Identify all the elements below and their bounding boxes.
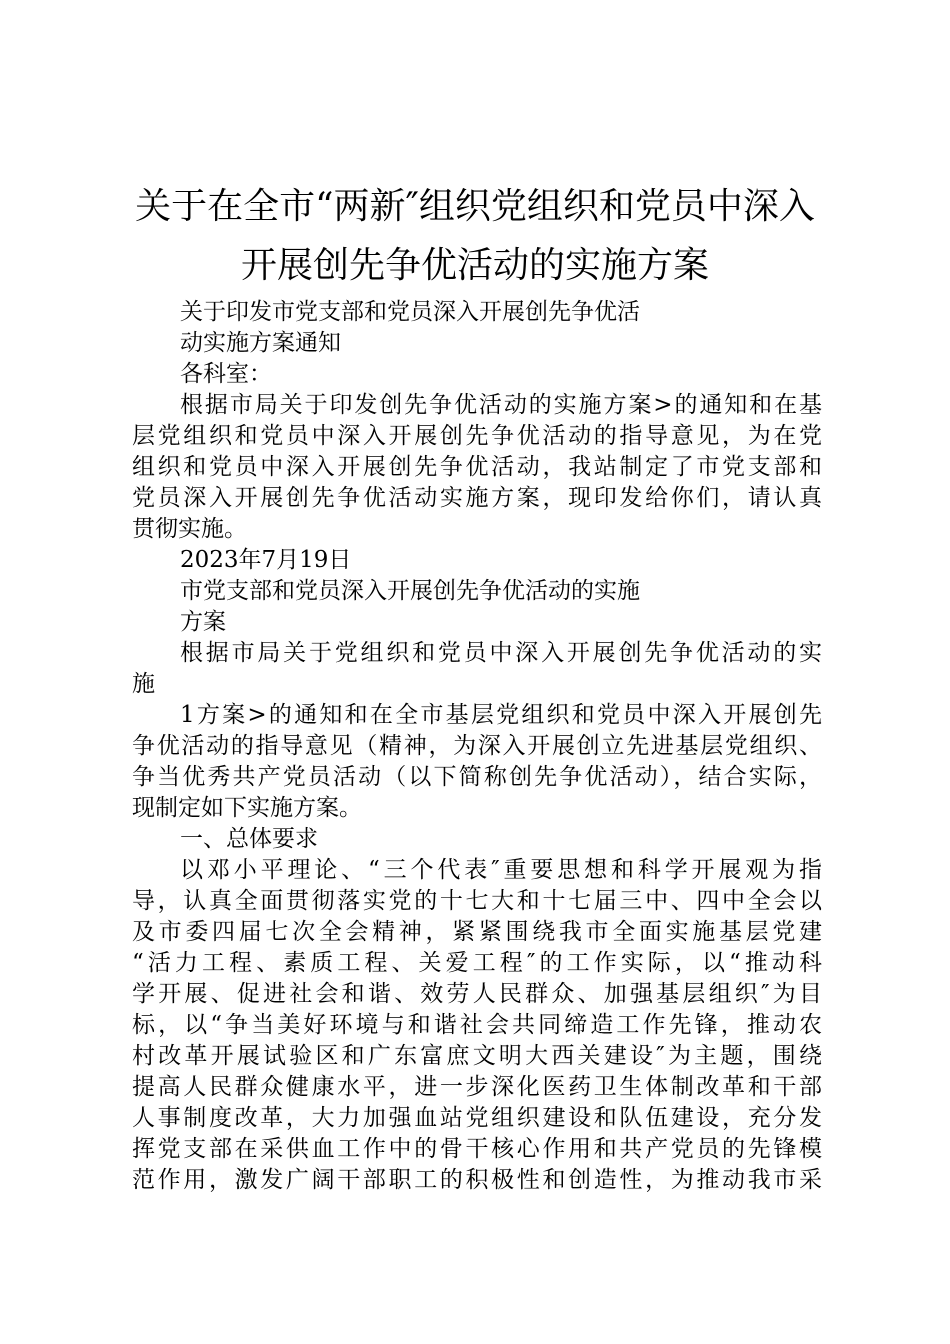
paragraph-line: 以邓小平理论、“三个代表″重要思想和科学开展观为指 xyxy=(180,857,822,883)
paragraph-line: 根据市局关于印发创先争优活动的实施方案>的通知和在基 xyxy=(180,392,822,418)
paragraph-line: 层党组织和党员中深入开展创先争优活动的指导意见，为在党 xyxy=(132,423,822,449)
paragraph-line: 学开展、促进社会和谐、效劳人民群众、加强基层组织″为目 xyxy=(132,981,822,1007)
paragraph-line: 人事制度改革，大力加强血站党组织建设和队伍建设，充分发 xyxy=(132,1105,822,1131)
paragraph-line: 争当优秀共产党员活动（以下简称创先争优活动），结合实际， xyxy=(132,764,822,790)
document-date: 2023年7月19日 xyxy=(180,547,352,573)
notice-heading-line-1: 关于印发市党支部和党员深入开展创先争优活 xyxy=(180,299,640,325)
paragraph-line: 提高人民群众健康水平，进一步深化医药卫生体制改革和干部 xyxy=(132,1074,822,1100)
paragraph-line: 1方案>的通知和在全市基层党组织和党员中深入开展创先 xyxy=(180,702,822,728)
paragraph-line: 标，以“争当美好环境与和谐社会共同缔造工作先锋，推动农 xyxy=(132,1012,822,1038)
salutation: 各科室： xyxy=(180,361,272,387)
paragraph-line: 现制定如下实施方案。 xyxy=(132,795,362,821)
paragraph-line: 争优活动的指导意见（精神，为深入开展创立先进基层党组织、 xyxy=(132,733,822,759)
paragraph-line: 村改革开展试验区和广东富庶文明大西关建设″为主题，围绕 xyxy=(132,1043,822,1069)
paragraph-line: 贯彻实施。 xyxy=(132,516,247,542)
paragraph-line: “活力工程、素质工程、关爱工程″的工作实际，以“推动科 xyxy=(132,950,822,976)
section-heading: 一、总体要求 xyxy=(180,826,318,852)
paragraph-line: 及市委四届七次全会精神，紧紧围绕我市全面实施基层党建 xyxy=(132,919,822,945)
paragraph-line: 施 xyxy=(132,671,155,697)
document-title-line-1: 关于在全市“两新″组织党组织和党员中深入 xyxy=(135,186,815,227)
paragraph-line: 党员深入开展创先争优活动实施方案，现印发给你们，请认真 xyxy=(132,485,822,511)
paragraph-line: 挥党支部在采供血工作中的骨干核心作用和共产党员的先锋模 xyxy=(132,1136,822,1162)
paragraph-line: 根据市局关于党组织和党员中深入开展创先争优活动的实 xyxy=(180,640,822,666)
notice-heading-line-2: 动实施方案通知 xyxy=(180,330,341,356)
plan-heading-line-2: 方案 xyxy=(180,609,226,635)
plan-heading-line-1: 市党支部和党员深入开展创先争优活动的实施 xyxy=(180,578,640,604)
paragraph-line: 范作用，激发广阔干部职工的积极性和创造性，为推动我市采 xyxy=(132,1167,822,1193)
paragraph-line: 组织和党员中深入开展创先争优活动，我站制定了市党支部和 xyxy=(132,454,822,480)
paragraph-line: 导，认真全面贯彻落实党的十七大和十七届三中、四中全会以 xyxy=(132,888,822,914)
document-title-line-2: 开展创先争优活动的实施方案 xyxy=(240,245,709,286)
